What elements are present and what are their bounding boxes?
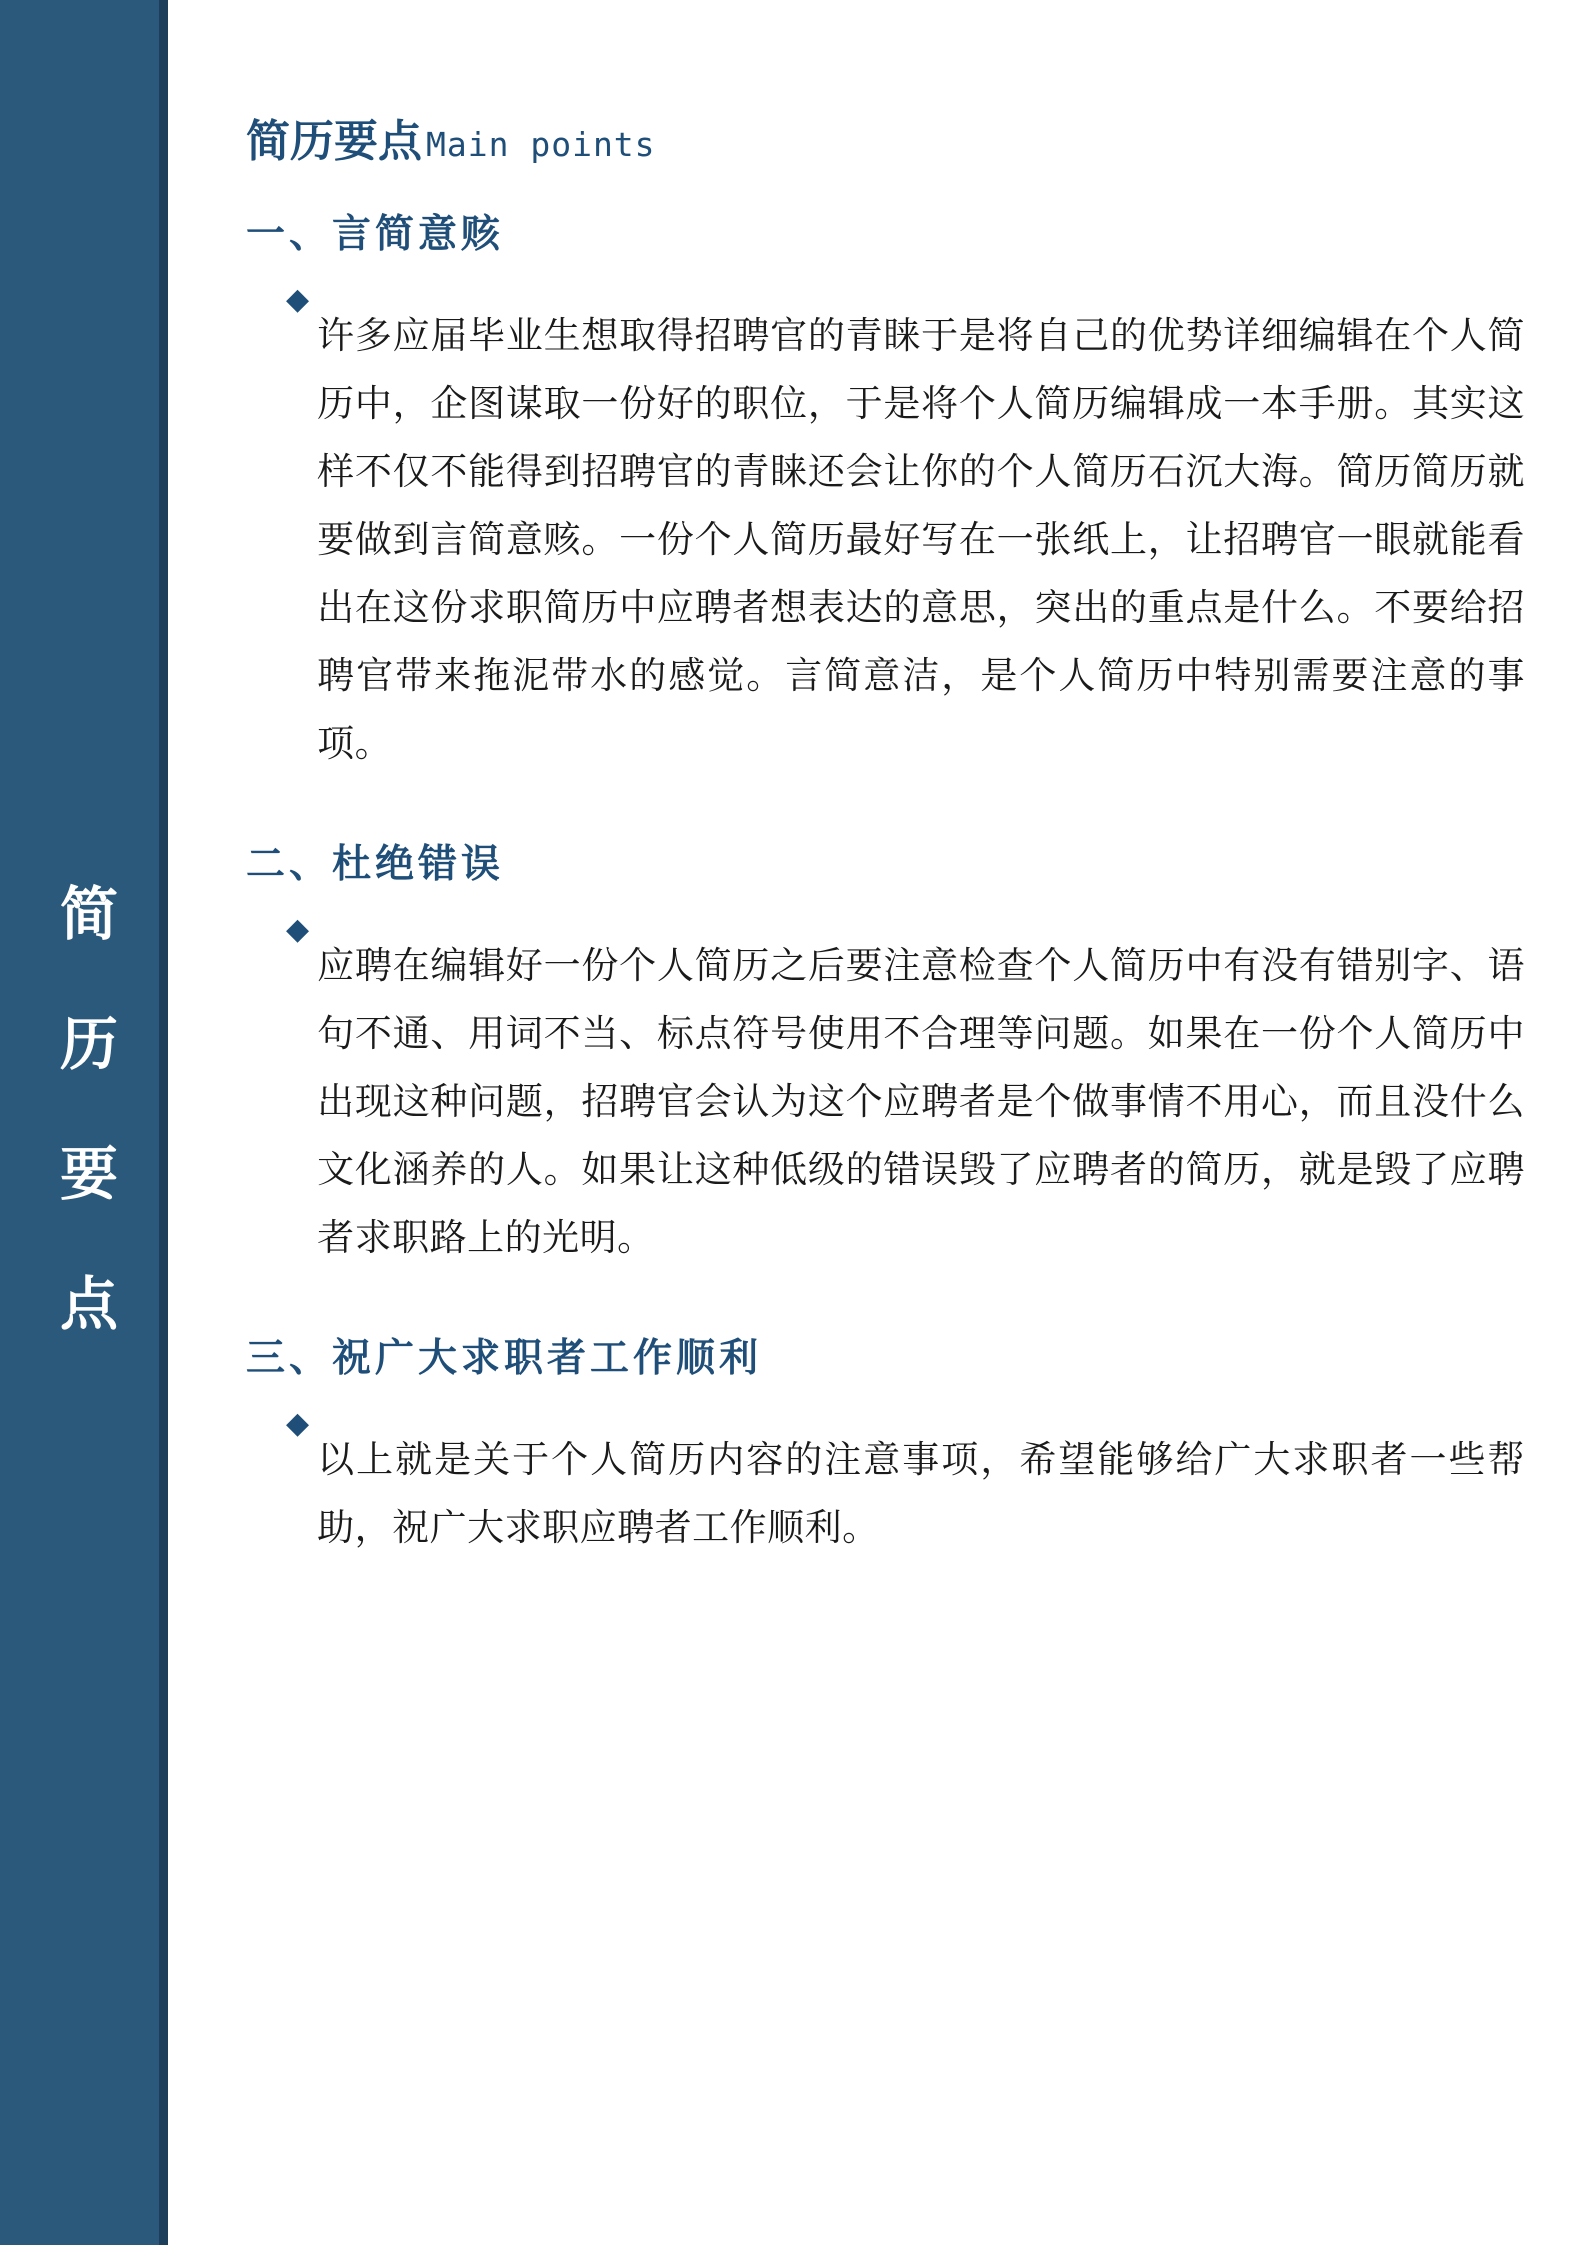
diamond-bullet-icon: ◆	[286, 1407, 310, 1440]
page-title-cn: 简历要点	[246, 116, 422, 167]
diamond-bullet-icon: ◆	[286, 913, 310, 946]
sidebar-vertical-title: 简历要点	[50, 882, 118, 1403]
sidebar	[0, 0, 168, 2245]
section-2-bullet	[246, 895, 1525, 1309]
section-3-bullet	[246, 1389, 1525, 1599]
section-3-title: 三、祝广大求职者工作顺利	[246, 1336, 763, 1381]
document-content	[168, 0, 1587, 2245]
section-1-bullet	[246, 265, 1525, 815]
section-3-body: 以上就是关于个人简历内容的注意事项，希望能够给广大求职者一些帮助，祝广大求职应聘者工作顺利。	[317, 1438, 1525, 1549]
page-title	[246, 105, 1525, 169]
section-1-body: 许多应届毕业生想取得招聘官的青睐于是将自己的优势详细编辑在个人简历中，企图谋取一份好的职位，于是将个人简历编辑成一本手册。其实这样不仅不能得到招聘官的青睐还会让你的个人简历石沉大海。简历简历就要做到言简意赅。一份个人简历最好写在一张纸上，让招聘官一眼就能看出在这份求职简历中应聘者想表达的意思，突出的重点是什么。不要给招聘官带来拖泥带水的感觉。言简意洁，是个人简历中特别需要注意的事项。	[317, 314, 1525, 765]
section-1	[246, 203, 1525, 815]
section-1-title: 一、言简意赅	[246, 212, 505, 257]
section-3	[246, 1327, 1525, 1599]
page-title-en: Main points	[426, 125, 656, 164]
section-2-title: 二、杜绝错误	[246, 842, 505, 887]
diamond-bullet-icon: ◆	[286, 283, 310, 316]
sidebar-accent-stripe	[159, 0, 168, 2245]
section-2-body: 应聘在编辑好一份个人简历之后要注意检查个人简历中有没有错别字、语句不通、用词不当、标点符号使用不合理等问题。如果在一份个人简历中出现这种问题，招聘官会认为这个应聘者是个做事情不用心，而且没什么文化涵养的人。如果让这种低级的错误毁了应聘者的简历，就是毁了应聘者求职路上的光明。	[317, 944, 1525, 1259]
section-2	[246, 833, 1525, 1309]
